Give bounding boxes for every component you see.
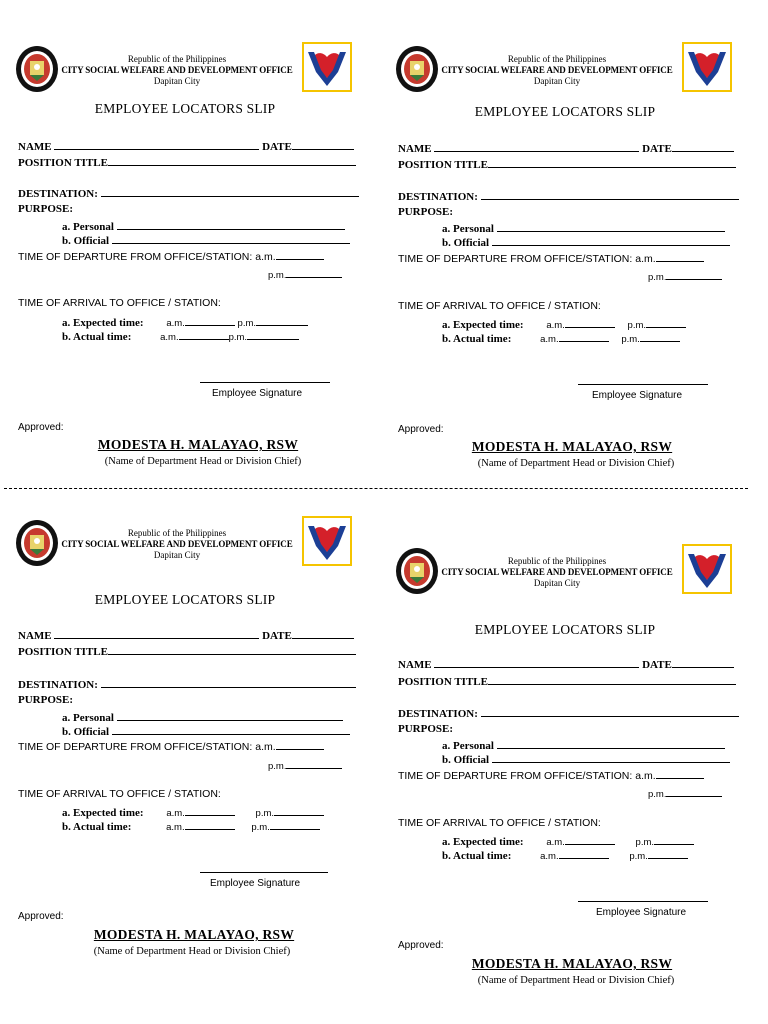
expected-label: a. Expected time: — [442, 836, 524, 848]
expected-label: a. Expected time: — [62, 807, 144, 819]
actual-pm-field[interactable] — [270, 819, 320, 830]
actual-am-label: a.m. — [540, 851, 559, 862]
arrival-row — [398, 817, 601, 830]
form-title: EMPLOYEE LOCATORS SLIP — [474, 622, 656, 637]
agency-block — [440, 54, 674, 87]
expected-am-field[interactable] — [185, 315, 235, 326]
actual-pm-field[interactable] — [247, 329, 299, 340]
official-field[interactable] — [112, 724, 350, 735]
personal-field[interactable] — [117, 219, 345, 230]
expected-row — [62, 315, 308, 330]
date-label: DATE — [262, 630, 292, 642]
purpose-label: PURPOSE: — [398, 206, 453, 218]
personal-row — [62, 219, 345, 234]
departure-label: TIME OF DEPARTURE FROM OFFICE/STATION: a.m. — [18, 251, 276, 263]
departure-pm-row — [268, 758, 342, 773]
city-seal-icon — [14, 44, 60, 94]
expected-am-label: a.m. — [166, 318, 185, 329]
name-field[interactable] — [434, 141, 639, 152]
name-label: NAME — [18, 630, 52, 642]
signature-caption: Employee Signature — [212, 388, 303, 399]
official-field[interactable] — [492, 752, 730, 763]
actual-label: b. Actual time: — [442, 850, 512, 862]
cut-line — [4, 488, 748, 489]
departure-pm-field[interactable] — [666, 269, 722, 280]
arrival-label: TIME OF ARRIVAL TO OFFICE / STATION: — [18, 297, 221, 309]
slip-header — [380, 544, 750, 600]
name-field[interactable] — [434, 657, 639, 668]
name-field[interactable] — [54, 628, 259, 639]
signature-caption: Employee Signature — [592, 390, 683, 401]
date-label: DATE — [642, 659, 672, 671]
name-label: NAME — [18, 141, 52, 153]
destination-row — [398, 189, 739, 204]
department-head-name: MODESTA H. MALAYAO, RSW — [97, 437, 299, 452]
date-label: DATE — [262, 141, 292, 153]
locator-slip-2 — [380, 42, 750, 512]
position-label: POSITION TITLE — [398, 159, 488, 171]
date-field[interactable] — [292, 139, 354, 150]
expected-row — [442, 834, 694, 849]
official-field[interactable] — [112, 233, 350, 244]
departure-am-field[interactable] — [276, 249, 324, 260]
expected-am-label: a.m. — [166, 808, 185, 819]
expected-pm-label: p.m. — [627, 320, 647, 331]
actual-pm-field[interactable] — [640, 331, 680, 342]
position-field[interactable] — [108, 644, 356, 655]
personal-label: a. Personal — [62, 712, 114, 724]
name-field[interactable] — [54, 139, 259, 150]
office-name: CITY SOCIAL WELFARE AND DEVELOPMENT OFFICE — [441, 65, 673, 75]
destination-field[interactable] — [481, 706, 739, 717]
personal-label: a. Personal — [442, 740, 494, 752]
form-title: EMPLOYEE LOCATORS SLIP — [94, 101, 276, 116]
signature-line[interactable] — [578, 901, 708, 902]
signature-line[interactable] — [200, 872, 328, 873]
agency-block — [440, 556, 674, 589]
arrival-row — [18, 297, 221, 310]
expected-am-field[interactable] — [565, 834, 615, 845]
departure-pm-label: p.m. — [268, 270, 287, 281]
date-field[interactable] — [292, 628, 354, 639]
position-label: POSITION TITLE — [18, 646, 108, 658]
actual-am-label: a.m. — [540, 334, 559, 345]
departure-am-field[interactable] — [656, 251, 704, 262]
departure-label: TIME OF DEPARTURE FROM OFFICE/STATION: a.m. — [398, 253, 656, 265]
expected-row — [62, 805, 324, 820]
country-text: Republic of the Philippines — [507, 54, 607, 64]
position-row — [18, 644, 356, 659]
arrival-row — [18, 788, 221, 801]
actual-pm-label: p.m. — [629, 851, 648, 862]
official-label: b. Official — [62, 235, 110, 247]
purpose-row — [18, 694, 73, 707]
destination-field[interactable] — [101, 677, 356, 688]
expected-label: a. Expected time: — [62, 317, 144, 329]
actual-am-label: a.m. — [160, 332, 179, 343]
arrival-label: TIME OF ARRIVAL TO OFFICE / STATION: — [398, 817, 601, 829]
personal-row — [442, 738, 725, 753]
actual-row — [62, 329, 299, 344]
department-head-name: MODESTA H. MALAYAO, RSW — [471, 956, 673, 971]
destination-label: DESTINATION: — [18, 679, 98, 691]
purpose-row — [398, 206, 453, 219]
destination-row — [18, 677, 356, 692]
purpose-row — [398, 723, 453, 736]
departure-pm-label: p.m. — [268, 761, 287, 772]
departure-pm-label: p.m. — [648, 272, 667, 283]
approved-label: Approved: — [398, 940, 444, 951]
slip-header — [0, 42, 370, 98]
expected-pm-label: p.m. — [635, 837, 655, 848]
position-label: POSITION TITLE — [398, 676, 488, 688]
office-name: CITY SOCIAL WELFARE AND DEVELOPMENT OFFICE — [441, 567, 673, 577]
expected-am-label: a.m. — [546, 837, 565, 848]
slip-header — [380, 42, 750, 98]
name-row — [398, 141, 734, 156]
expected-pm-field[interactable] — [274, 805, 324, 816]
personal-row — [62, 710, 343, 725]
signature-line[interactable] — [200, 382, 330, 383]
position-label: POSITION TITLE — [18, 157, 108, 169]
official-label: b. Official — [442, 754, 490, 766]
actual-am-field[interactable] — [559, 331, 609, 342]
departure-pm-label: p.m. — [648, 789, 667, 800]
country-text: Republic of the Philippines — [507, 556, 607, 566]
actual-row — [442, 331, 680, 346]
departure-am-field[interactable] — [276, 739, 324, 750]
arrival-row — [398, 300, 601, 313]
dswd-logo-icon — [302, 516, 352, 566]
departure-pm-field[interactable] — [666, 786, 722, 797]
department-head-caption: (Name of Department Head or Division Chief) — [93, 946, 291, 957]
destination-label: DESTINATION: — [398, 191, 478, 203]
agency-block — [60, 54, 294, 87]
actual-am-label: a.m. — [166, 822, 185, 833]
departure-pm-row — [268, 267, 342, 282]
locator-slip-4 — [380, 544, 750, 1014]
actual-label: b. Actual time: — [62, 331, 132, 343]
personal-row — [442, 221, 725, 236]
actual-am-field[interactable] — [559, 848, 609, 859]
official-label: b. Official — [442, 237, 490, 249]
arrival-label: TIME OF ARRIVAL TO OFFICE / STATION: — [18, 788, 221, 800]
destination-label: DESTINATION: — [18, 188, 98, 200]
signature-caption: Employee Signature — [210, 878, 301, 889]
city-text: Dapitan City — [533, 76, 581, 86]
dswd-logo-icon — [682, 42, 732, 92]
expected-am-field[interactable] — [185, 805, 235, 816]
approved-label: Approved: — [18, 911, 64, 922]
department-head-caption: (Name of Department Head or Division Chief) — [104, 456, 302, 467]
personal-label: a. Personal — [442, 223, 494, 235]
name-row — [18, 139, 354, 154]
official-row — [62, 233, 350, 248]
departure-row — [398, 251, 704, 266]
official-field[interactable] — [492, 235, 730, 246]
destination-field[interactable] — [101, 186, 359, 197]
departure-row — [18, 249, 324, 264]
departure-label: TIME OF DEPARTURE FROM OFFICE/STATION: a.m. — [18, 741, 276, 753]
date-field[interactable] — [672, 657, 734, 668]
expected-pm-field[interactable] — [256, 315, 308, 326]
approved-label: Approved: — [18, 422, 64, 433]
official-row — [442, 752, 730, 767]
department-head-caption: (Name of Department Head or Division Chief) — [477, 458, 675, 469]
dswd-logo-icon — [682, 544, 732, 594]
departure-pm-row — [648, 786, 722, 801]
departure-label: TIME OF DEPARTURE FROM OFFICE/STATION: a.m. — [398, 770, 656, 782]
arrival-label: TIME OF ARRIVAL TO OFFICE / STATION: — [398, 300, 601, 312]
personal-field[interactable] — [497, 221, 725, 232]
name-label: NAME — [398, 143, 432, 155]
actual-pm-field[interactable] — [648, 848, 688, 859]
purpose-label: PURPOSE: — [18, 694, 73, 706]
expected-label: a. Expected time: — [442, 319, 524, 331]
city-seal-icon — [14, 518, 60, 568]
city-text: Dapitan City — [153, 550, 201, 560]
personal-label: a. Personal — [62, 221, 114, 233]
expected-am-field[interactable] — [565, 317, 615, 328]
slip-header — [0, 516, 370, 572]
date-label: DATE — [642, 143, 672, 155]
name-row — [398, 657, 734, 672]
actual-row — [442, 848, 688, 863]
actual-am-field[interactable] — [185, 819, 235, 830]
date-field[interactable] — [672, 141, 734, 152]
purpose-label: PURPOSE: — [398, 723, 453, 735]
dswd-logo-icon — [302, 42, 352, 92]
destination-row — [398, 706, 739, 721]
destination-field[interactable] — [481, 189, 739, 200]
office-name: CITY SOCIAL WELFARE AND DEVELOPMENT OFFICE — [61, 65, 293, 75]
department-head-caption: (Name of Department Head or Division Chief) — [477, 975, 675, 986]
actual-pm-label: p.m. — [228, 332, 248, 343]
official-row — [442, 235, 730, 250]
city-text: Dapitan City — [533, 578, 581, 588]
expected-pm-field[interactable] — [654, 834, 694, 845]
position-field[interactable] — [488, 157, 736, 168]
approved-label: Approved: — [398, 424, 444, 435]
locator-slip-3 — [0, 516, 370, 986]
expected-pm-label: p.m. — [237, 318, 257, 329]
official-label: b. Official — [62, 726, 110, 738]
expected-pm-field[interactable] — [646, 317, 686, 328]
department-head-name: MODESTA H. MALAYAO, RSW — [93, 927, 295, 942]
city-text: Dapitan City — [153, 76, 201, 86]
expected-pm-label: p.m. — [255, 808, 275, 819]
expected-am-label: a.m. — [546, 320, 565, 331]
actual-am-field[interactable] — [179, 329, 229, 340]
personal-field[interactable] — [497, 738, 725, 749]
actual-row — [62, 819, 320, 834]
agency-block — [60, 528, 294, 561]
departure-pm-row — [648, 269, 722, 284]
country-text: Republic of the Philippines — [127, 54, 227, 64]
office-name: CITY SOCIAL WELFARE AND DEVELOPMENT OFFICE — [61, 539, 293, 549]
destination-row — [18, 186, 359, 201]
country-text: Republic of the Philippines — [127, 528, 227, 538]
position-row — [398, 674, 736, 689]
city-seal-icon — [394, 546, 440, 596]
personal-field[interactable] — [117, 710, 343, 721]
department-head-name: MODESTA H. MALAYAO, RSW — [471, 439, 673, 454]
city-seal-icon — [394, 44, 440, 94]
departure-row — [18, 739, 324, 754]
name-label: NAME — [398, 659, 432, 671]
locator-slip-1 — [0, 42, 370, 512]
departure-pm-field[interactable] — [286, 267, 342, 278]
departure-row — [398, 768, 704, 783]
actual-label: b. Actual time: — [442, 333, 512, 345]
purpose-row — [18, 203, 73, 216]
departure-pm-field[interactable] — [286, 758, 342, 769]
official-row — [62, 724, 350, 739]
form-title: EMPLOYEE LOCATORS SLIP — [94, 592, 276, 607]
signature-line[interactable] — [578, 384, 708, 385]
position-row — [18, 155, 356, 170]
name-row — [18, 628, 354, 643]
signature-caption: Employee Signature — [596, 907, 687, 918]
actual-pm-label: p.m. — [621, 334, 640, 345]
purpose-label: PURPOSE: — [18, 203, 73, 215]
actual-label: b. Actual time: — [62, 821, 132, 833]
actual-pm-label: p.m. — [251, 822, 270, 833]
position-field[interactable] — [108, 155, 356, 166]
position-row — [398, 157, 736, 172]
destination-label: DESTINATION: — [398, 708, 478, 720]
position-field[interactable] — [488, 674, 736, 685]
expected-row — [442, 317, 686, 332]
departure-am-field[interactable] — [656, 768, 704, 779]
form-title: EMPLOYEE LOCATORS SLIP — [474, 104, 656, 119]
